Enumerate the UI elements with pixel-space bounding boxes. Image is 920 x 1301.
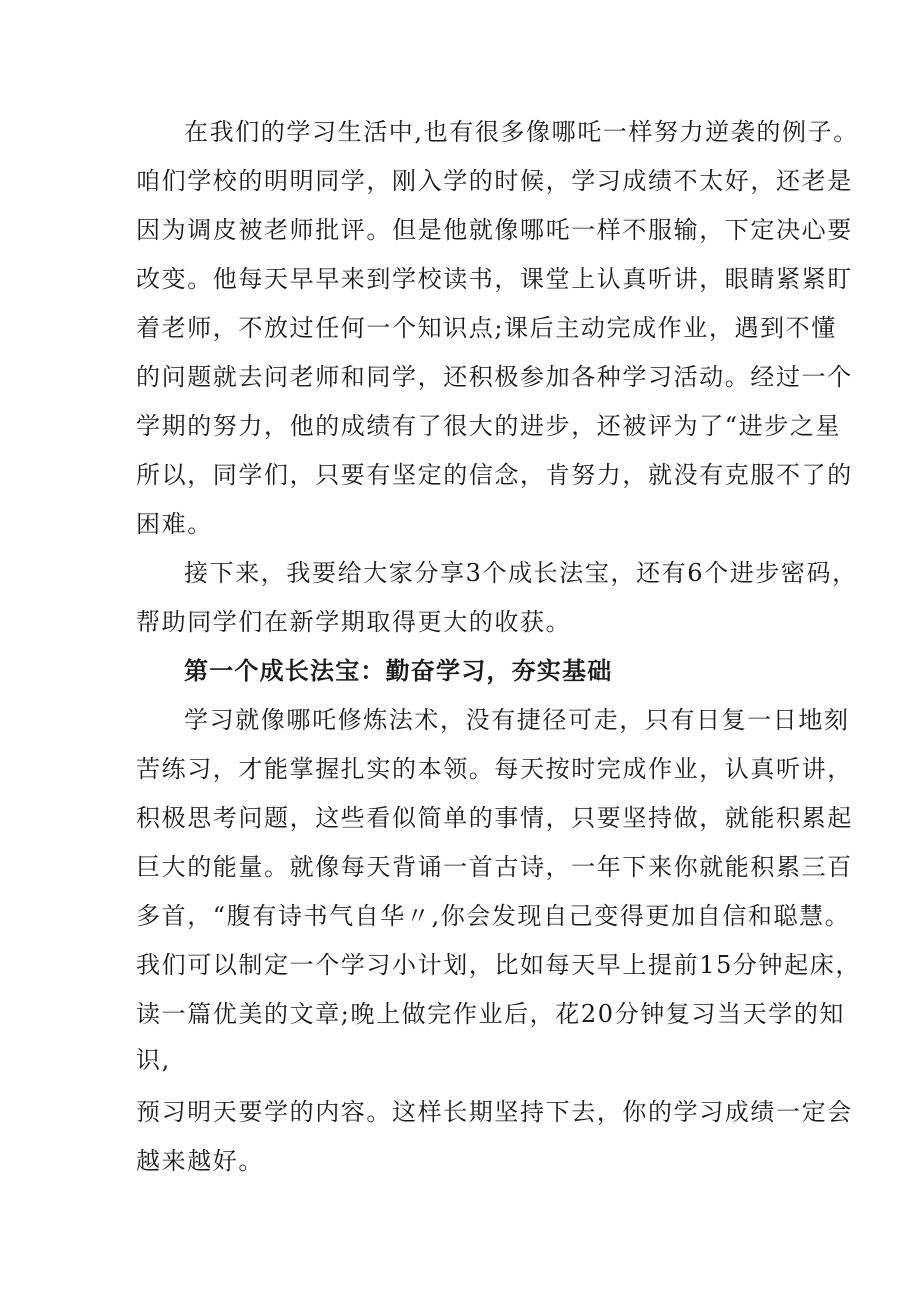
- paragraph-1-line-8: 所以，同学们，只要有坚定的信念，肯努力，就没有克服不了的: [136, 461, 853, 489]
- paragraph-1-line-7: 学期的努力，他的成绩有了很大的进步，还被评为了“进步之星: [136, 412, 842, 440]
- paragraph-2-line-1: 接下来，我要给大家分享3个成长法宝，还有6个进步密码，: [184, 559, 858, 587]
- paragraph-3-line-6: 我们可以制定一个学习小计划，比如每天早上提前15分钟起床，: [136, 951, 861, 979]
- paragraph-3-line-10: 越来越好。: [136, 1147, 264, 1175]
- paragraph-3-line-5: 多首，“腹有诗书气自华〃,你会发现自己变得更加自信和聪慧。: [136, 902, 851, 930]
- paragraph-1-line-3: 因为调皮被老师批评。但是他就像哪吒一样不服输，下定决心要: [136, 216, 853, 244]
- paragraph-2-line-2: 帮助同学们在新学期取得更大的收获。: [136, 608, 572, 636]
- section-heading: 第一个成长法宝：勤奋学习，夯实基础: [184, 657, 613, 685]
- paragraph-3-line-1: 学习就像哪吒修炼法术，没有捷径可走，只有日复一日地刻: [184, 706, 850, 734]
- paragraph-1-line-1: 在我们的学习生活中,也有很多像哪吒一样努力逆袭的例子。: [184, 118, 859, 146]
- paragraph-3-line-4: 巨大的能量。就像每天背诵一首古诗，一年下来你就能积累三百: [136, 853, 853, 881]
- paragraph-3-line-8: 识,: [136, 1046, 171, 1074]
- paragraph-1-line-4: 改变。他每天早早来到学校读书，课堂上认真听讲，眼睛紧紧盯: [136, 265, 853, 293]
- paragraph-3-line-9: 预习明天要学的内容。这样长期坚持下去，你的学习成绩一定会: [136, 1098, 853, 1126]
- paragraph-3-line-7: 读一篇优美的文章;晚上做完作业后，花20分钟复习当天学的知: [136, 1000, 846, 1028]
- paragraph-1-line-9: 困难。: [136, 510, 213, 538]
- paragraph-3-line-2: 苦练习，才能掌握扎实的本领。每天按时完成作业，认真听讲，: [136, 755, 853, 783]
- paragraph-3-line-3: 积极思考问题，这些看似简单的事情，只要坚持做，就能积累起: [136, 804, 853, 832]
- paragraph-1-line-6: 的问题就去问老师和同学，还积极参加各种学习活动。经过一个: [136, 363, 853, 391]
- paragraph-1-line-5: 着老师，不放过任何一个知识点;课后主动完成作业，遇到不懂: [136, 314, 837, 342]
- paragraph-1-line-2: 咱们学校的明明同学，刚入学的时候，学习成绩不太好，还老是: [136, 167, 853, 195]
